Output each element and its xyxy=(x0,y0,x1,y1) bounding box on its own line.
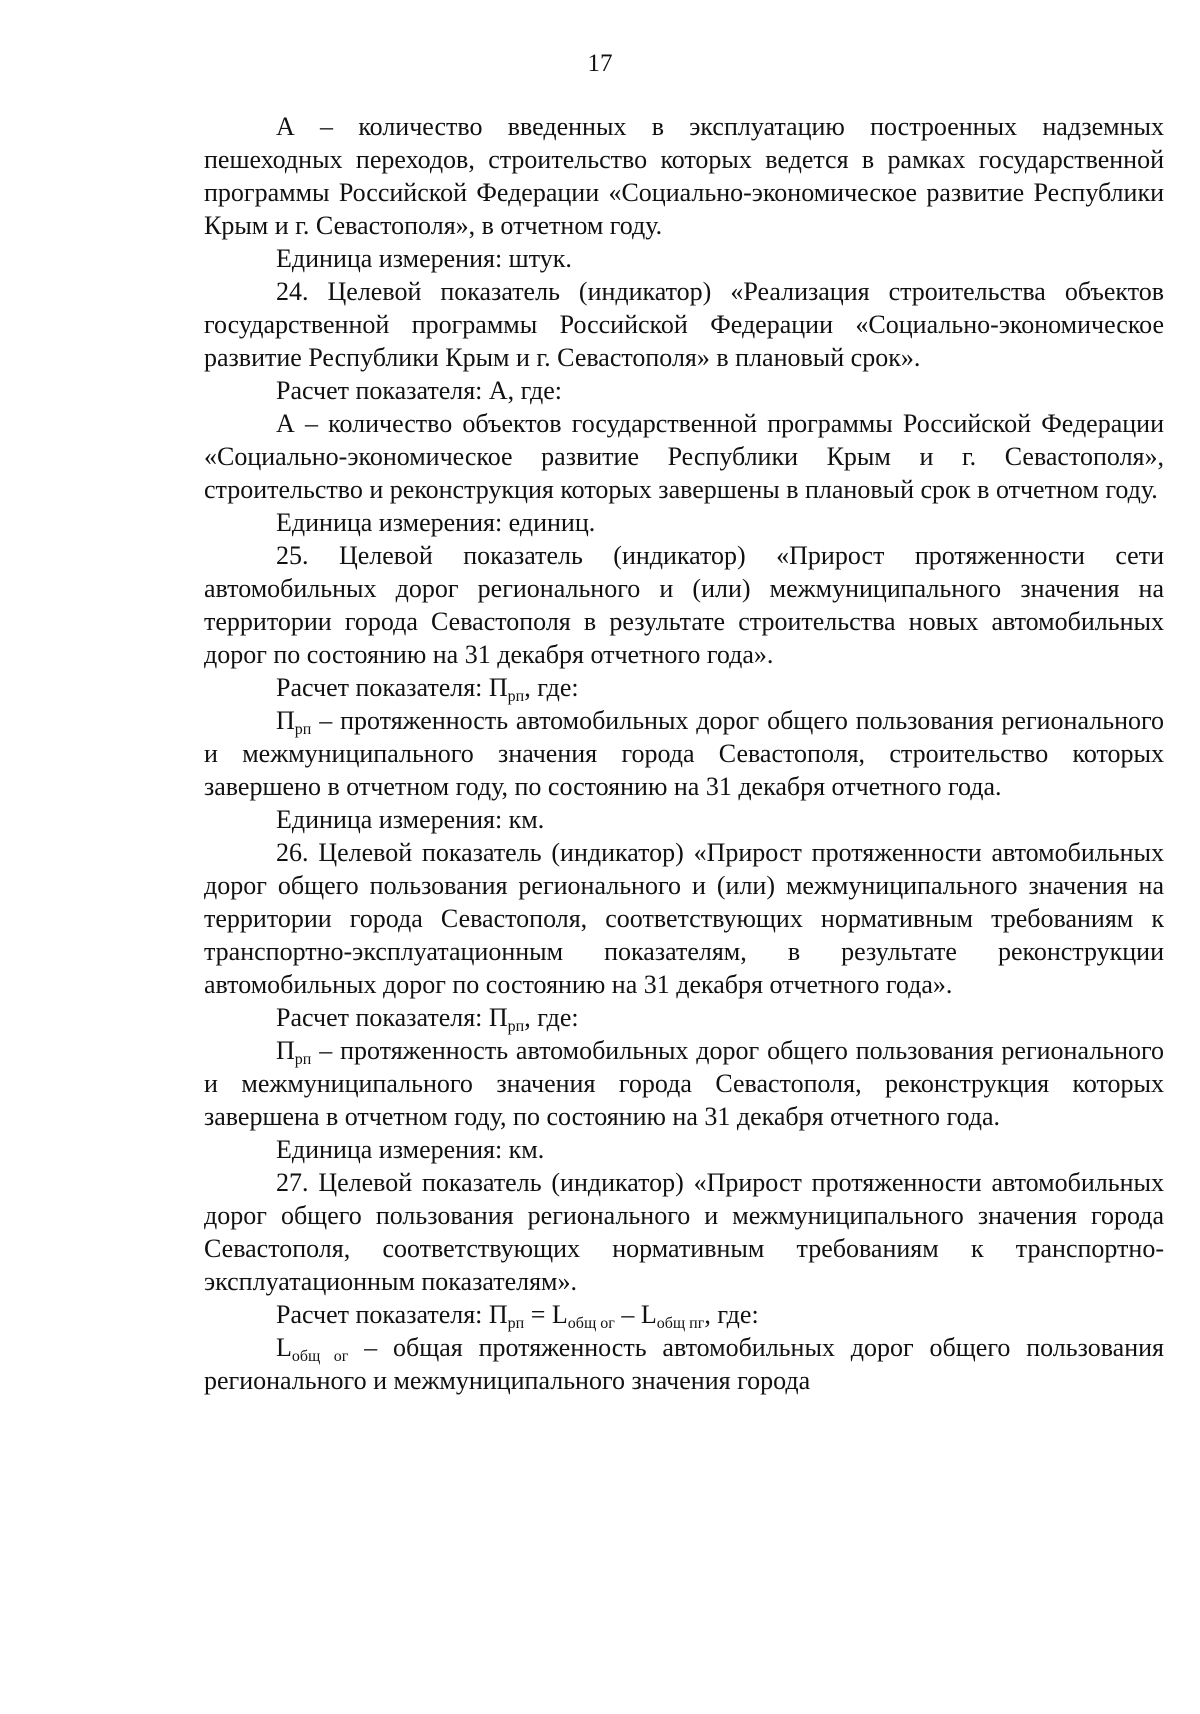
paragraph: 27. Целевой показатель (индикатор) «Прирост протяженности автомобильных дорог общего пользования регионального и межмуниципального значения города Севастополя, соответствующих нормативным требованиям к транспортно-эксплуатационным показателям». xyxy=(204,1168,1164,1296)
calculation-line xyxy=(204,1001,1164,1034)
paragraph: Единица измерения: км. xyxy=(276,805,545,834)
subscript-rp: рп xyxy=(507,1315,525,1332)
paragraph: А – количество объектов государственной программы Российской Федерации «Социально-экономическое развитие Республики Крым и г. Севастополя», строительство и реконструкция которых завершены в плановый срок в отчетном году. xyxy=(204,409,1164,504)
subscript-rp: рп xyxy=(507,688,525,705)
where-label: , где: xyxy=(704,1300,759,1329)
paragraph: А – количество введенных в эксплуатацию построенных надземных пешеходных переходов, строительство которых ведется в рамках государственной программы Российской Федерации «Социально-экономическое развитие Республики Крым и г. Севастополя», в отчетном году. xyxy=(204,112,1164,240)
calculation-line xyxy=(204,671,1164,704)
symbol-l: L xyxy=(276,1333,292,1362)
subscript-rp: рп xyxy=(507,1018,525,1035)
subscript-rp: рп xyxy=(294,1051,312,1068)
subscript-rp: рп xyxy=(294,721,312,738)
formula-line xyxy=(204,1298,1164,1331)
subscript-og: общ ог xyxy=(291,1348,349,1365)
symbol-p: П xyxy=(488,1003,508,1032)
definition-text: – протяженность автомобильных дорог общего пользования регионального и межмуниципального значения города Севастополя, реконструкция которых завершена в отчетном году, по состоянию на 31 декабря отчетного года. xyxy=(204,1036,1164,1131)
paragraph: Расчет показателя: А, где: xyxy=(276,376,563,405)
where-label: , где: xyxy=(524,1003,579,1032)
definition-text: – протяженность автомобильных дорог общего пользования регионального и межмуниципального значения города Севастополя, строительство которых завершено в отчетном году, по состоянию на 31 декабря отчетного года. xyxy=(204,706,1164,801)
calc-label: Расчет показателя: xyxy=(276,1003,489,1032)
definition-paragraph xyxy=(204,704,1164,803)
calc-label: Расчет показателя: xyxy=(276,673,489,702)
symbol-p: П xyxy=(488,673,508,702)
symbol-p: П xyxy=(276,1036,295,1065)
symbol-p: П xyxy=(276,706,295,735)
document-body xyxy=(204,110,1164,1397)
definition-text: – общая протяженность автомобильных дорог общего пользования регионального и межмуниципального значения города xyxy=(204,1333,1164,1395)
equals-sign: = xyxy=(524,1300,552,1329)
definition-paragraph xyxy=(204,1331,1164,1397)
minus-sign: – xyxy=(614,1300,641,1329)
paragraph: Единица измерения: штук. xyxy=(276,244,572,273)
subscript-og: общ ог xyxy=(567,1315,615,1332)
symbol-l: L xyxy=(551,1300,568,1329)
symbol-l: L xyxy=(640,1300,657,1329)
page-number: 17 xyxy=(587,50,613,77)
where-label: , где: xyxy=(524,673,579,702)
calc-label: Расчет показателя: xyxy=(276,1300,489,1329)
definition-paragraph xyxy=(204,1034,1164,1133)
paragraph: 25. Целевой показатель (индикатор) «Прирост протяженности сети автомобильных дорог регионального и (или) межмуниципального значения на территории города Севастополя в результате строительства новых автомобильных дорог по состоянию на 31 декабря отчетного года». xyxy=(204,541,1164,669)
subscript-pg: общ пг xyxy=(656,1315,705,1332)
symbol-p: П xyxy=(488,1300,508,1329)
paragraph: 26. Целевой показатель (индикатор) «Прирост протяженности автомобильных дорог общего пользования регионального и (или) межмуниципального значения на территории города Севастополя, соответствующих нормативным требованиям к транспортно-эксплуатационным показателям, в результате реконструкции автомобильных дорог по состоянию на 31 декабря отчетного года». xyxy=(204,838,1164,999)
paragraph: Единица измерения: км. xyxy=(276,1135,545,1164)
paragraph: 24. Целевой показатель (индикатор) «Реализация строительства объектов государственной программы Российской Федерации «Социально-экономическое развитие Республики Крым и г. Севастополя» в плановый срок». xyxy=(204,277,1164,372)
paragraph: Единица измерения: единиц. xyxy=(276,508,596,537)
